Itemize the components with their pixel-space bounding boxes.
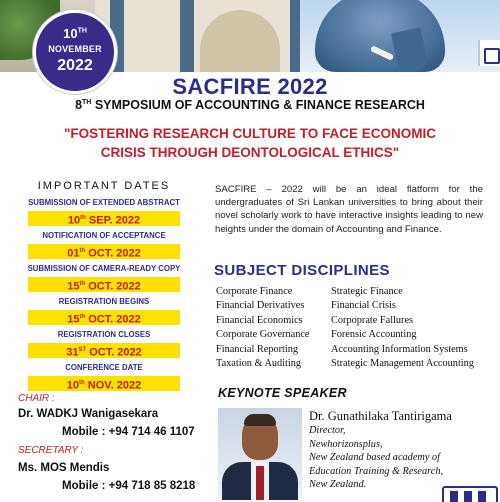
secretary-mobile: Mobile : +94 718 85 8218 — [62, 480, 196, 492]
important-dates-list — [18, 196, 190, 394]
discipline-item: Financial Derivatives — [216, 300, 305, 312]
date-item — [18, 196, 190, 226]
chair-mobile: Mobile : +94 714 46 1107 — [62, 426, 195, 438]
date-item — [18, 361, 190, 391]
discipline-item: Corporate Finance — [216, 286, 293, 297]
discipline-item: Forensic Accounting — [331, 329, 417, 341]
date-label: REGISTRATION BEGINS — [58, 297, 150, 306]
date-label: CONFERENCE DATE — [65, 363, 143, 372]
speaker-org: Newhorizonsplus, — [309, 438, 383, 450]
event-theme: "FOSTERING RESEARCH CULTURE TO FACE ECONOMIC CRISIS THROUGH DEONTOLOGICAL ETHICS" — [64, 126, 436, 160]
discipline-item: Strategic Management Accounting — [331, 358, 474, 370]
date-item — [18, 295, 190, 325]
date-label: SUBMISSION OF EXTENDED ABSTRACT — [28, 198, 180, 207]
discipline-item: Corporate Governance — [216, 329, 310, 341]
speaker-role: Director, — [309, 425, 346, 436]
date-value: 10th NOV. 2022 — [28, 376, 180, 391]
date-value: 31ST OCT. 2022 — [28, 343, 180, 358]
date-label: REGISTRATION CLOSES — [57, 330, 151, 339]
event-title: SACFIRE 2022 — [172, 74, 328, 99]
speaker-name: Dr. Gunathilaka Tantirigama — [309, 409, 452, 423]
disciplines-column-1 — [216, 285, 310, 371]
discipline-item: Financial Economics — [216, 314, 303, 326]
date-label: SUBMISSION OF CAMERA-READY COPY — [27, 264, 181, 273]
badge-day: 10TH — [63, 26, 87, 41]
date-value: 15th OCT. 2022 — [28, 277, 180, 292]
intro-paragraph: SACFIRE – 2022 will be an ideal flatform for the undergraduates of Sri Lankan universities to bring about their novel scholarly work to have interactive insights leading to new heights under the domain of Accounting and Finance. — [215, 184, 483, 235]
discipline-item: Financial Crisis — [331, 300, 396, 312]
badge-month: NOVEMBER — [48, 44, 102, 54]
secretary-name: Ms. MOS Mendis — [18, 462, 110, 474]
speaker-hair — [244, 414, 276, 426]
logo-mark-icon — [478, 40, 500, 66]
discipline-item: Corpoprate Fallures — [331, 314, 414, 326]
chair-name: Dr. WADKJ Wanigasekara — [18, 408, 159, 420]
date-item — [18, 229, 190, 259]
disciplines-column-2 — [331, 285, 474, 371]
building-column — [180, 0, 194, 72]
important-dates-heading: IMPORTANT DATES — [37, 180, 171, 192]
discipline-item: Taxation & Auditing — [216, 358, 302, 370]
date-item — [18, 262, 190, 292]
speaker-org-description: New Zealand based academy of Education Training & Research, — [309, 452, 444, 477]
date-value: 01th OCT. 2022 — [28, 244, 180, 259]
discipline-item: Accounting Information Systems — [331, 343, 468, 355]
date-item — [18, 328, 190, 358]
discipline-item: Financial Reporting — [216, 343, 299, 355]
disciplines-heading: SUBJECT DISCIPLINES — [214, 262, 390, 279]
date-value: 10th SEP. 2022 — [28, 211, 180, 226]
speaker-details — [309, 409, 484, 492]
badge-year: 2022 — [57, 57, 93, 74]
keynote-heading: KEYNOTE SPEAKER — [218, 386, 347, 400]
secretary-label: SECRETARY : — [18, 445, 84, 456]
chair-label: CHAIR : — [18, 393, 55, 404]
date-label: NOTIFICATION OF ACCEPTANCE — [42, 231, 166, 240]
date-value: 15th OCT. 2022 — [28, 310, 180, 325]
speaker-photo — [218, 408, 302, 500]
speaker-tie — [256, 466, 264, 500]
speaker-country: New Zealand. — [309, 479, 367, 490]
event-subtitle: 8TH SYMPOSIUM OF ACCOUNTING & FINANCE RESEARCH — [75, 98, 425, 112]
discipline-item: Strategic Finance — [331, 286, 403, 297]
